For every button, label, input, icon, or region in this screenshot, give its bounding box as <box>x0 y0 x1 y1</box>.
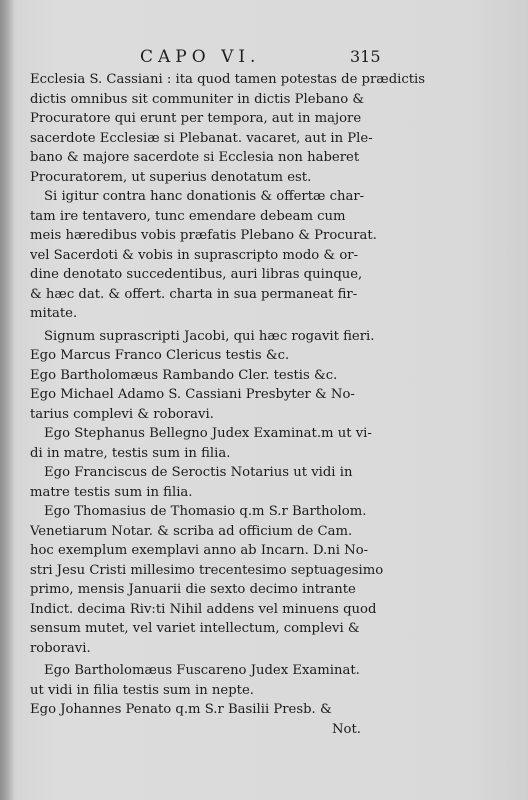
text-line: meis hæredibus vobis præfatis Plebano & Procurat. <box>30 228 377 243</box>
text-line: primo, mensis Januarii die sexto decimo intrante <box>30 582 356 597</box>
text-line: dictis omnibus sit communiter in dictis Plebano & <box>30 91 365 107</box>
text-line: Ego Bartholomæus Rambando Cler. testis &c. <box>30 367 338 383</box>
text-line: tarius complevi & roboravi. <box>30 406 214 422</box>
text-line: sacerdote Ecclesiæ si Plebanat. vacaret, aut in Ple- <box>30 130 373 146</box>
text-line: Ego Johannes Penato q.m S.r Basilii Presb. & <box>30 702 332 717</box>
text-line: Ecclesia S. Cassiani : ita quod tamen potestas de prædictis <box>30 72 426 87</box>
text-line: & hæc dat. & offert. charta in sua permaneat fir- <box>30 286 358 302</box>
text-line: Procuratore qui erunt per tempora, aut in majore <box>30 111 362 126</box>
text-line: Not. <box>332 721 361 737</box>
text-line: roboravi. <box>30 640 91 656</box>
text-line: Signum suprascripti Jacobi, qui hæc rogavit fieri. <box>44 328 375 344</box>
text-line: Ego Michael Adamo S. Cassiani Presbyter & No- <box>30 387 355 402</box>
text-line: Venetiarum Notar. & scriba ad officium de Cam. <box>30 523 353 539</box>
page-header <box>0 47 528 69</box>
text-line: Ego Marcus Franco Clericus testis &c. <box>30 348 290 363</box>
text-line: Ego Thomasius de Thomasio q.m S.r Bartholom. <box>44 504 367 519</box>
text-line: Si igitur contra hanc donationis & offertæ char- <box>44 189 365 204</box>
text-line: di in matre, testis sum in filia. <box>30 445 231 461</box>
text-line: matre testis sum in filia. <box>30 484 193 500</box>
text-line: Ego Bartholomæus Fuscareno Judex Examinat. <box>44 663 360 678</box>
text-line: sensum mutet, vel variet intellectum, complevi & <box>30 621 360 636</box>
text-line: tam ire tentavero, tunc emendare debeam cum <box>30 208 346 224</box>
text-line: stri Jesu Cristi millesimo trecentesimo septuagesimo <box>30 562 384 578</box>
text-line: Ego Stephanus Bellegno Judex Examinat.m ut vi- <box>44 426 372 441</box>
text-line: vel Sacerdoti & vobis in suprascripto modo & or- <box>30 247 359 263</box>
body-text <box>30 70 510 739</box>
running-head: CAPO VI. <box>140 47 261 67</box>
gutter-shadow <box>0 0 14 800</box>
text-line: mitate. <box>30 306 78 321</box>
text-line: ut vidi in filia testis sum in nepte. <box>30 682 254 698</box>
text-line: Procuratorem, ut superius denotatum est. <box>30 169 312 185</box>
text-line: bano & majore sacerdote si Ecclesia non haberet <box>30 150 360 165</box>
text-line: Ego Franciscus de Seroctis Notarius ut vidi in <box>44 465 353 480</box>
text-line: hoc exemplum exemplavi anno ab Incarn. D.ni No- <box>30 543 369 558</box>
page-number: 315 <box>350 47 381 66</box>
text-line: Indict. decima Riv:ti Nihil addens vel minuens quod <box>30 601 377 617</box>
text-line: dine denotato succedentibus, auri libras quinque, <box>30 267 363 282</box>
